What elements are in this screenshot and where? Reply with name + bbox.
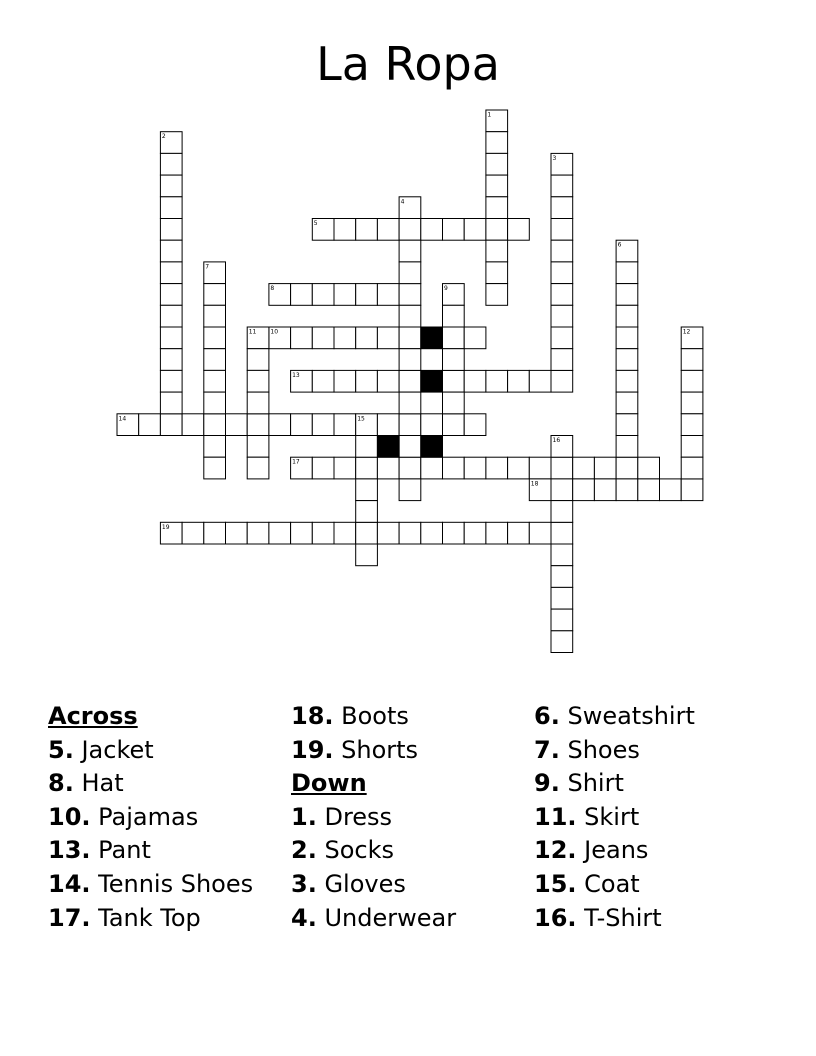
clue-item-text: Sweatshirt <box>559 702 695 730</box>
grid-cell[interactable] <box>616 284 638 306</box>
grid-cell[interactable] <box>486 284 508 306</box>
grid-cell[interactable] <box>160 219 182 241</box>
grid-cell[interactable] <box>551 240 573 262</box>
clue-item <box>48 868 253 902</box>
grid-cell[interactable] <box>160 197 182 219</box>
grid-cell[interactable] <box>269 414 291 436</box>
grid-cell[interactable] <box>247 436 269 458</box>
black-cell <box>421 370 443 392</box>
grid-cell[interactable] <box>681 414 703 436</box>
clue-item <box>534 834 695 868</box>
clue-number: 15 <box>357 415 365 423</box>
grid-cell[interactable] <box>399 479 421 501</box>
clue-item <box>291 902 456 936</box>
clue-item-text: Hat <box>73 769 124 798</box>
clue-number: 1 <box>487 111 492 119</box>
clue-number: 8 <box>270 285 275 293</box>
grid-cell[interactable] <box>464 522 486 544</box>
clue-item-number: 7. <box>534 735 560 764</box>
clue-item-number: 14. <box>48 869 91 898</box>
clue-item <box>48 801 253 835</box>
grid-cell[interactable] <box>508 370 530 392</box>
grid-cell[interactable] <box>204 392 226 414</box>
grid-cell[interactable] <box>551 522 573 544</box>
grid-cell[interactable] <box>551 479 573 501</box>
grid-cell[interactable] <box>486 175 508 197</box>
clue-item-number: 2. <box>291 836 317 865</box>
grid-cell[interactable] <box>247 349 269 371</box>
clue-number: 18 <box>530 480 539 488</box>
clue-item <box>534 902 695 936</box>
grid-cell[interactable] <box>377 457 399 479</box>
grid-cell[interactable] <box>312 414 334 436</box>
grid-cell[interactable] <box>399 436 421 458</box>
black-cell <box>377 436 399 458</box>
grid-cell[interactable] <box>443 522 465 544</box>
grid-cell[interactable] <box>204 436 226 458</box>
grid-cell[interactable] <box>551 219 573 241</box>
clue-number: 6 <box>617 241 622 249</box>
grid-cell[interactable] <box>334 327 356 349</box>
clue-item-number: 12. <box>534 836 577 865</box>
grid-cell[interactable] <box>594 479 616 501</box>
clue-number: 4 <box>400 198 405 206</box>
grid-cell[interactable] <box>399 392 421 414</box>
grid-cell[interactable] <box>377 414 399 436</box>
grid-cell[interactable] <box>204 457 226 479</box>
grid-cell[interactable] <box>312 457 334 479</box>
grid-cell[interactable] <box>443 457 465 479</box>
grid-cell[interactable] <box>291 522 313 544</box>
clue-item <box>291 801 456 835</box>
clue-item <box>48 902 253 936</box>
grid-cell[interactable] <box>551 262 573 284</box>
grid-cell[interactable] <box>616 262 638 284</box>
grid-cell[interactable] <box>182 414 204 436</box>
grid-cell[interactable] <box>399 327 421 349</box>
grid-cell[interactable] <box>377 327 399 349</box>
clue-item <box>291 700 456 734</box>
grid-cell[interactable] <box>443 305 465 327</box>
grid-cell[interactable] <box>616 327 638 349</box>
grid-cell[interactable] <box>247 414 269 436</box>
grid-cell[interactable] <box>616 479 638 501</box>
grid-cell[interactable] <box>356 522 378 544</box>
clue-number: 12 <box>682 328 691 336</box>
grid-cell[interactable] <box>312 284 334 306</box>
grid-cell[interactable] <box>269 522 291 544</box>
grid-cell[interactable] <box>160 392 182 414</box>
grid-cell[interactable] <box>551 457 573 479</box>
clue-item-number: 17. <box>48 903 91 932</box>
grid-cell[interactable] <box>616 392 638 414</box>
grid-cell[interactable] <box>204 370 226 392</box>
grid-cell[interactable] <box>247 522 269 544</box>
clue-number: 3 <box>552 154 557 162</box>
grid-cell[interactable] <box>529 457 551 479</box>
grid-cell[interactable] <box>573 457 595 479</box>
grid-cell[interactable] <box>681 370 703 392</box>
grid-cell[interactable] <box>204 284 226 306</box>
clue-item-number: 6. <box>534 702 560 730</box>
grid-cell[interactable] <box>529 370 551 392</box>
grid-cell[interactable] <box>204 349 226 371</box>
clue-item <box>534 868 695 902</box>
grid-cell[interactable] <box>160 153 182 175</box>
grid-cell[interactable] <box>356 457 378 479</box>
grid-cell[interactable] <box>464 414 486 436</box>
clue-number: 16 <box>552 437 561 444</box>
grid-cell[interactable] <box>334 219 356 241</box>
grid-cell[interactable] <box>551 305 573 327</box>
grid-cell[interactable] <box>377 370 399 392</box>
puzzle-title: La Ropa <box>316 37 500 91</box>
clue-item-text: Shirt <box>559 769 624 798</box>
grid-cell[interactable] <box>486 219 508 241</box>
grid-cell[interactable] <box>356 370 378 392</box>
clue-item-text: Gloves <box>316 869 406 898</box>
clues-column-3 <box>534 700 695 935</box>
grid-cell[interactable] <box>486 262 508 284</box>
grid-cell[interactable] <box>160 349 182 371</box>
clue-item-text: Underwear <box>316 903 457 932</box>
grid-cell[interactable] <box>464 370 486 392</box>
clue-item-text: Socks <box>316 836 394 865</box>
grid-cell[interactable] <box>616 414 638 436</box>
grid-cell[interactable] <box>551 501 573 523</box>
grid-cell[interactable] <box>551 566 573 588</box>
grid-cell[interactable] <box>356 327 378 349</box>
clue-number: 14 <box>118 415 127 423</box>
grid-cell[interactable] <box>139 414 161 436</box>
grid-cell[interactable] <box>421 522 443 544</box>
grid-cell[interactable] <box>312 522 334 544</box>
grid-cell[interactable] <box>681 457 703 479</box>
clue-number: 17 <box>292 458 300 466</box>
grid-cell[interactable] <box>160 327 182 349</box>
clue-number: 19 <box>161 523 170 531</box>
grid-cell[interactable] <box>616 457 638 479</box>
grid-cell[interactable] <box>160 262 182 284</box>
grid-cell[interactable] <box>551 284 573 306</box>
grid-cell[interactable] <box>616 349 638 371</box>
clue-number: 13 <box>292 371 300 379</box>
grid-cell[interactable] <box>486 132 508 154</box>
grid-cell[interactable] <box>204 327 226 349</box>
grid-cell[interactable] <box>247 457 269 479</box>
grid-cell[interactable] <box>160 370 182 392</box>
grid-cell[interactable] <box>443 414 465 436</box>
clue-item-number: 13. <box>48 836 91 865</box>
grid-cell[interactable] <box>573 479 595 501</box>
across-heading: Across <box>48 702 138 730</box>
grid-cell[interactable] <box>443 327 465 349</box>
grid-cell[interactable] <box>334 414 356 436</box>
grid-cell[interactable] <box>377 284 399 306</box>
grid-cell[interactable] <box>551 197 573 219</box>
grid-cell[interactable] <box>508 219 530 241</box>
grid-cell[interactable] <box>356 479 378 501</box>
grid-cell[interactable] <box>160 240 182 262</box>
grid-cell[interactable] <box>616 436 638 458</box>
clue-item <box>291 834 456 868</box>
grid-cell[interactable] <box>486 370 508 392</box>
grid-cell[interactable] <box>551 544 573 566</box>
grid-cell[interactable] <box>443 392 465 414</box>
grid-cell[interactable] <box>356 219 378 241</box>
grid-cell[interactable] <box>160 414 182 436</box>
grid-cell[interactable] <box>594 457 616 479</box>
clue-item <box>534 801 695 835</box>
grid-cell[interactable] <box>160 284 182 306</box>
grid-cell[interactable] <box>681 349 703 371</box>
clue-item-number: 4. <box>291 903 317 932</box>
grid-cell[interactable] <box>399 349 421 371</box>
grid-cell[interactable] <box>291 284 313 306</box>
grid-cell[interactable] <box>551 349 573 371</box>
clue-number: 2 <box>161 133 166 141</box>
clues-column-2 <box>291 700 456 935</box>
grid-cell[interactable] <box>486 240 508 262</box>
grid-cell[interactable] <box>616 370 638 392</box>
grid-cell[interactable] <box>399 219 421 241</box>
grid-cell[interactable] <box>399 370 421 392</box>
clue-item-text: Jeans <box>576 836 649 865</box>
clue-item-text: Skirt <box>576 802 640 831</box>
grid-cell[interactable] <box>421 219 443 241</box>
grid-cell[interactable] <box>247 370 269 392</box>
grid-cell[interactable] <box>356 544 378 566</box>
clue-item-number: 15. <box>534 869 577 898</box>
grid-cell[interactable] <box>551 631 573 653</box>
grid-cell[interactable] <box>247 392 269 414</box>
clue-item <box>534 700 695 734</box>
grid-cell[interactable] <box>551 587 573 609</box>
grid-cell[interactable] <box>681 392 703 414</box>
grid-cell[interactable] <box>356 284 378 306</box>
grid-cell[interactable] <box>204 414 226 436</box>
grid-cell[interactable] <box>421 457 443 479</box>
clue-item-text: Jacket <box>73 735 154 764</box>
grid-cell[interactable] <box>464 219 486 241</box>
grid-cell[interactable] <box>443 219 465 241</box>
grid-cell[interactable] <box>334 370 356 392</box>
grid-cell[interactable] <box>204 522 226 544</box>
grid-cell[interactable] <box>399 522 421 544</box>
clue-item <box>291 868 456 902</box>
clue-item-number: 8. <box>48 769 74 798</box>
grid-cell[interactable] <box>443 349 465 371</box>
grid-cell[interactable] <box>681 479 703 501</box>
clue-item-text: Shorts <box>333 735 419 764</box>
grid-cell[interactable] <box>660 479 682 501</box>
grid-cell[interactable] <box>399 262 421 284</box>
clue-item-text: Coat <box>576 869 640 898</box>
clue-item-number: 11. <box>534 802 577 831</box>
grid-cell[interactable] <box>334 522 356 544</box>
grid-cell[interactable] <box>464 327 486 349</box>
grid-cell[interactable] <box>291 327 313 349</box>
grid-cell[interactable] <box>399 305 421 327</box>
grid-cell[interactable] <box>377 522 399 544</box>
grid-cell[interactable] <box>551 175 573 197</box>
grid-cell[interactable] <box>399 240 421 262</box>
clues-column-1 <box>48 700 253 935</box>
clue-item <box>534 767 695 801</box>
grid-cell[interactable] <box>508 457 530 479</box>
clue-number: 9 <box>444 285 448 293</box>
grid-cell[interactable] <box>226 414 248 436</box>
grid-cell[interactable] <box>399 414 421 436</box>
grid-cell[interactable] <box>486 153 508 175</box>
clue-item-number: 3. <box>291 869 317 898</box>
grid-cell[interactable] <box>443 370 465 392</box>
clue-item-number: 16. <box>534 903 577 932</box>
black-cell <box>421 436 443 458</box>
grid-cell[interactable] <box>291 414 313 436</box>
grid-cell[interactable] <box>182 522 204 544</box>
grid-cell[interactable] <box>160 305 182 327</box>
grid-cell[interactable] <box>551 609 573 631</box>
clue-item-number: 9. <box>534 769 560 798</box>
grid-cell[interactable] <box>681 436 703 458</box>
grid-cell[interactable] <box>334 457 356 479</box>
grid-cell[interactable] <box>638 479 660 501</box>
clue-item-text: Pajamas <box>90 802 199 831</box>
clue-item <box>48 734 253 768</box>
grid-cell[interactable] <box>204 305 226 327</box>
clue-item-text: Pant <box>90 836 151 865</box>
clue-item <box>534 734 695 768</box>
clue-number: 5 <box>313 220 318 227</box>
clue-item-text: Tank Top <box>90 903 201 932</box>
grid-cell[interactable] <box>638 457 660 479</box>
grid-cell[interactable] <box>529 522 551 544</box>
clue-item-number: 10. <box>48 802 91 831</box>
grid-cell[interactable] <box>356 436 378 458</box>
black-cell <box>421 327 443 349</box>
clue-item-text: Boots <box>333 702 409 730</box>
clue-item <box>48 834 253 868</box>
grid-cell[interactable] <box>486 522 508 544</box>
grid-cell[interactable] <box>508 522 530 544</box>
grid-cell[interactable] <box>551 370 573 392</box>
grid-cell[interactable] <box>486 197 508 219</box>
clue-number: 10 <box>270 328 279 336</box>
clue-item-number: 1. <box>291 802 317 831</box>
grid-cell[interactable] <box>486 457 508 479</box>
grid-cell[interactable] <box>377 219 399 241</box>
grid-cell[interactable] <box>334 284 356 306</box>
clue-item-number: 18. <box>291 702 334 730</box>
clue-item-text: Shoes <box>559 735 640 764</box>
grid-cell[interactable] <box>356 501 378 523</box>
grid-cell[interactable] <box>226 522 248 544</box>
clue-item-text: Dress <box>316 802 393 831</box>
down-heading: Down <box>291 769 367 798</box>
grid-cell[interactable] <box>551 327 573 349</box>
clue-item-number: 19. <box>291 735 334 764</box>
clue-item <box>291 734 456 768</box>
grid-cell[interactable] <box>312 370 334 392</box>
grid-cell[interactable] <box>399 284 421 306</box>
clue-item-number: 5. <box>48 735 74 764</box>
clue-item <box>48 767 253 801</box>
grid-cell[interactable] <box>616 305 638 327</box>
grid-cell[interactable] <box>399 457 421 479</box>
clue-number: 7 <box>205 263 210 271</box>
grid-cell[interactable] <box>464 457 486 479</box>
clue-item-text: T-Shirt <box>576 903 662 932</box>
clue-item-text: Tennis Shoes <box>90 869 254 898</box>
clue-number: 11 <box>248 328 257 336</box>
grid-cell[interactable] <box>160 175 182 197</box>
grid-cell[interactable] <box>312 327 334 349</box>
grid-cell[interactable] <box>421 414 443 436</box>
